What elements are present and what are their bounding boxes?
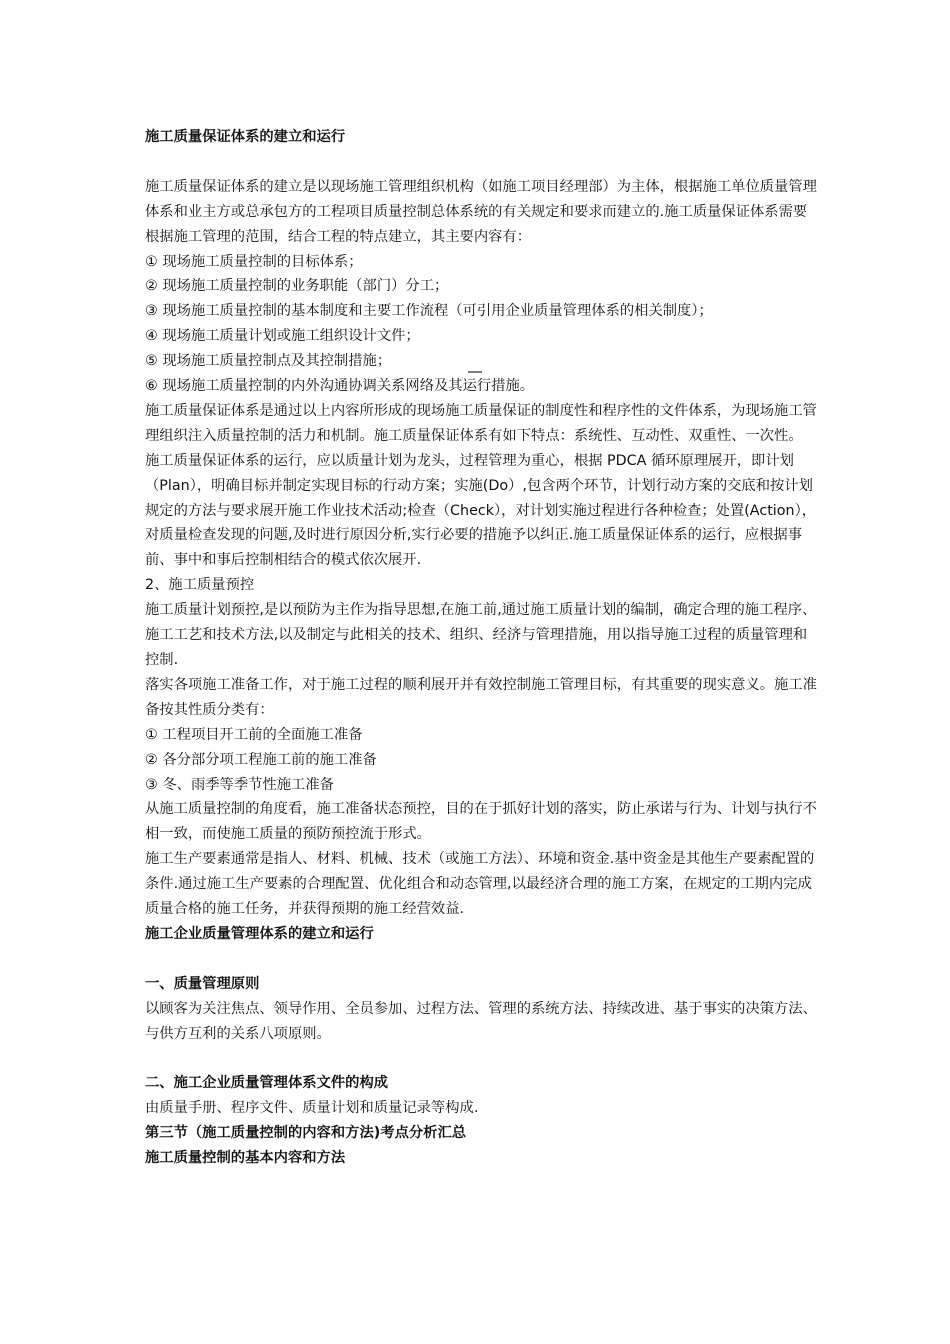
paragraph: 以顾客为关注焦点、领导作用、全员参加、过程方法、管理的系统方法、持续改进、基于事实的决策方法、与供方互利的关系八项原则。 (145, 1000, 817, 1042)
list-item: ③ 冬、雨季等季节性施工准备 (145, 776, 334, 793)
list-item: ① 现场施工质量控制的目标体系； (145, 253, 363, 270)
section-title: 施工企业质量管理体系的建立和运行 (145, 925, 374, 942)
paragraph: 施工质量保证体系的运行，应以质量计划为龙头，过程管理为重心，根据 PDCA 循环原理展开，即计划（Plan），明确目标并制定实现目标的行动方案；实施(Do）,包含两个环节，计划行动方案的交底和按计划规定的方法与要求展开施工作业技术活动;检查（Check），对计划实施过程进行各种检查；处置(Action），对质量检查发现的问题,及时进行原因分析,实行必要的措施予以纠正.施工质量保证体系的运行，应根据事前、事中和事后控制相结合的模式依次展开. (145, 452, 817, 569)
list-item: ① 工程项目开工前的全面施工准备 (145, 726, 363, 743)
paragraph: 施工质量计划预控,是以预防为主作为指导思想,在施工前,通过施工质量计划的编制，确定合理的施工程序、施工工艺和技术方法,以及制定与此相关的技术、组织、经济与管理措施，用以指导施工过程的质量管理和控制. (145, 602, 817, 669)
list-item: ② 现场施工质量控制的业务职能（部门）分工； (145, 278, 449, 295)
section-title: 施工质量控制的基本内容和方法 (145, 1150, 346, 1167)
paragraph: 由质量手册、程序文件、质量计划和质量记录等构成. (145, 1100, 479, 1117)
section-title: 施工质量保证体系的建立和运行 (145, 129, 346, 145)
list-item: ④ 现场施工质量计划或施工组织设计文件； (145, 328, 420, 345)
list-item: ③ 现场施工质量控制的基本制度和主要工作流程（可引用企业质量管理体系的相关制度）； (145, 303, 713, 320)
list-item: ② 各分部分项工程施工前的施工准备 (145, 751, 377, 768)
paragraph: 施工生产要素通常是指人、材料、机械、技术（或施工方法）、环境和资金.基中资金是其他生产要素配置的条件.通过施工生产要素的合理配置、优化组合和动态管理,以最经济合理的施工方案，在规定的工期内完成质量合格的施工任务，并获得预期的施工经营效益. (145, 851, 815, 918)
paragraph: 施工质量保证体系的建立是以现场施工管理组织机构（如施工项目经理部）为主体，根据施工单位质量管理体系和业主方或总承包方的工程项目质量控制总体系统的有关规定和要求而建立的.施工质量保证体系需要根据施工管理的范围，结合工程的特点建立，其主要内容有： (145, 178, 817, 245)
paragraph: 落实各项施工准备工作，对于施工过程的顺利展开并有效控制施工管理目标，有其重要的现实意义。施工准备按其性质分类有： (145, 676, 817, 718)
subsection-title: 一、质量管理原则 (145, 975, 260, 992)
paragraph: 施工质量保证体系是通过以上内容所形成的现场施工质量保证的制度性和程序性的文件体系，为现场施工管理组织注入质量控制的活力和机制。施工质量保证体系有如下特点：系统性、互动性、双重性、一次性。 (145, 402, 817, 444)
paragraph: 2、施工质量预控 (145, 577, 255, 594)
list-item: ⑥ 现场施工质量控制的内外沟通协调关系网络及其运行措施。 (145, 378, 535, 395)
document-body (145, 125, 820, 1171)
section-title: 第三节（施工质量控制的内容和方法)考点分析汇总 (145, 1125, 467, 1142)
subsection-title: 二、施工企业质量管理体系文件的构成 (145, 1075, 389, 1092)
list-item: ⑤ 现场施工质量控制点及其控制措施； (145, 353, 392, 370)
paragraph: 从施工质量控制的角度看，施工准备状态预控，目的在于抓好计划的落实，防止承诺与行为、计划与执行不相一致，而使施工质量的预防预控流于形式。 (145, 801, 817, 843)
